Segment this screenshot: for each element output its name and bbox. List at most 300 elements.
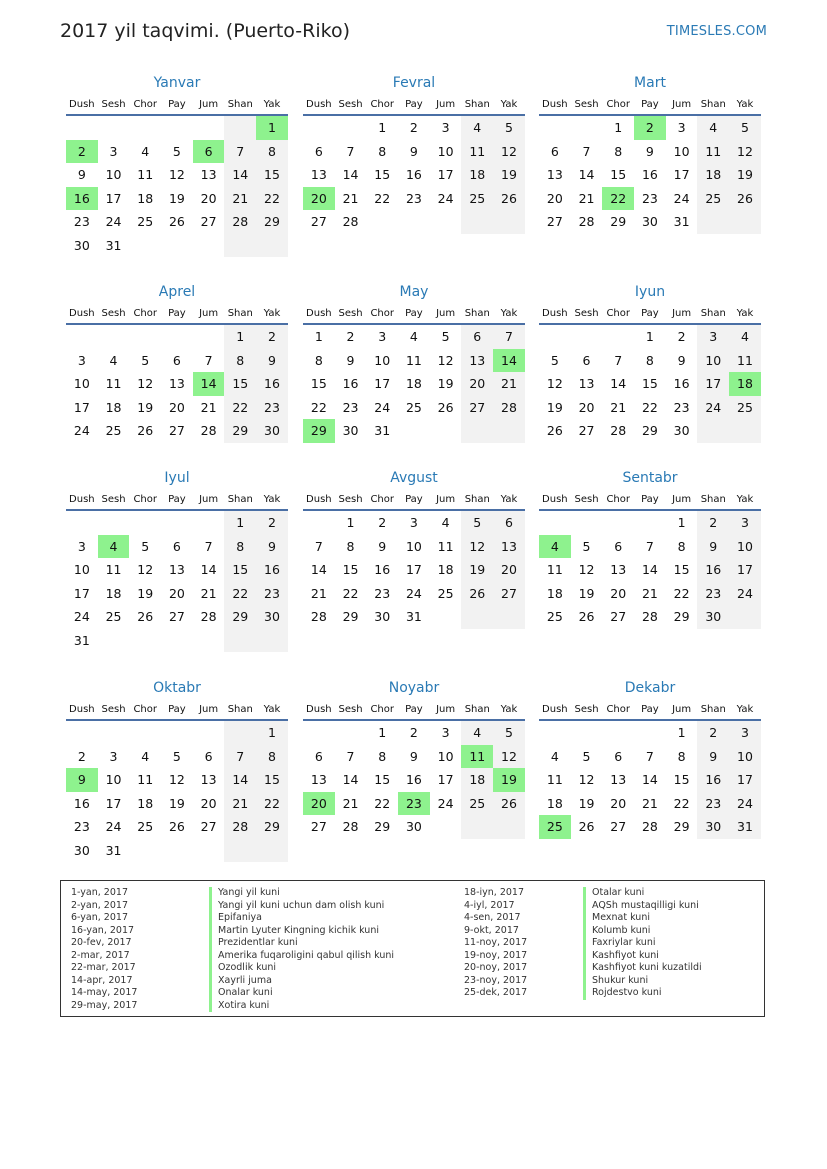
day-cell[interactable]: 19 <box>168 190 185 206</box>
day-cell[interactable]: 10 <box>405 538 422 554</box>
day-cell[interactable]: 25 <box>729 396 761 420</box>
day-cell[interactable]: 27 <box>200 214 217 229</box>
day-cell[interactable]: 3 <box>441 120 450 135</box>
day-cell[interactable]: 8 <box>378 143 387 159</box>
day-cell[interactable]: 19 <box>729 163 761 187</box>
day-cell[interactable]: 13 <box>546 167 563 182</box>
day-cell[interactable]: 24 <box>729 792 761 816</box>
day-cell[interactable]: 29 <box>673 819 690 834</box>
day-cell[interactable]: 21 <box>200 585 217 601</box>
day-cell[interactable]: 8 <box>677 748 686 764</box>
day-cell[interactable]: 17 <box>437 167 454 182</box>
day-cell[interactable]: 11 <box>546 562 563 577</box>
holiday-day-cell[interactable]: 14 <box>493 349 525 373</box>
day-cell[interactable]: 15 <box>342 562 359 577</box>
day-cell[interactable]: 30 <box>256 605 288 629</box>
day-cell[interactable]: 7 <box>645 538 654 554</box>
day-cell[interactable]: 12 <box>437 352 454 368</box>
day-cell[interactable]: 22 <box>342 585 359 601</box>
day-cell[interactable]: 3 <box>77 538 86 554</box>
day-cell[interactable]: 17 <box>73 399 90 415</box>
day-cell[interactable]: 9 <box>645 143 654 159</box>
day-cell[interactable]: 6 <box>461 325 493 349</box>
day-cell[interactable]: 25 <box>405 399 422 415</box>
day-cell[interactable]: 2 <box>256 325 288 349</box>
day-cell[interactable]: 4 <box>729 325 761 349</box>
day-cell[interactable]: 20 <box>610 795 627 811</box>
day-cell[interactable]: 29 <box>224 419 256 443</box>
day-cell[interactable]: 12 <box>546 376 563 391</box>
day-cell[interactable]: 27 <box>578 423 595 438</box>
day-cell[interactable]: 27 <box>168 423 185 438</box>
day-cell[interactable]: 16 <box>673 376 690 391</box>
day-cell[interactable]: 29 <box>256 210 288 234</box>
day-cell[interactable]: 30 <box>73 237 90 253</box>
day-cell[interactable]: 8 <box>314 352 323 368</box>
day-cell[interactable]: 23 <box>697 792 729 816</box>
day-cell[interactable]: 12 <box>461 535 493 559</box>
day-cell[interactable]: 27 <box>493 582 525 606</box>
day-cell[interactable]: 17 <box>729 768 761 792</box>
day-cell[interactable]: 27 <box>200 819 217 834</box>
day-cell[interactable]: 28 <box>578 214 595 229</box>
day-cell[interactable]: 6 <box>614 538 623 554</box>
day-cell[interactable]: 4 <box>141 143 150 159</box>
day-cell[interactable]: 18 <box>461 163 493 187</box>
day-cell[interactable]: 2 <box>677 329 686 344</box>
day-cell[interactable]: 18 <box>105 585 122 601</box>
day-cell[interactable]: 14 <box>342 167 359 182</box>
day-cell[interactable]: 20 <box>461 372 493 396</box>
day-cell[interactable]: 27 <box>461 396 493 420</box>
day-cell[interactable]: 19 <box>493 163 525 187</box>
day-cell[interactable]: 11 <box>437 538 454 554</box>
day-cell[interactable]: 13 <box>310 772 327 787</box>
day-cell[interactable]: 10 <box>437 143 454 159</box>
day-cell[interactable]: 1 <box>314 329 323 344</box>
day-cell[interactable]: 5 <box>141 352 150 368</box>
holiday-day-cell[interactable]: 19 <box>493 768 525 792</box>
day-cell[interactable]: 20 <box>168 585 185 601</box>
day-cell[interactable]: 1 <box>378 725 387 740</box>
day-cell[interactable]: 30 <box>342 423 359 438</box>
day-cell[interactable]: 13 <box>493 535 525 559</box>
day-cell[interactable]: 29 <box>256 815 288 839</box>
day-cell[interactable]: 6 <box>172 538 181 554</box>
day-cell[interactable]: 24 <box>405 585 422 601</box>
day-cell[interactable]: 13 <box>200 772 217 787</box>
day-cell[interactable]: 4 <box>441 515 450 530</box>
day-cell[interactable]: 12 <box>168 772 185 787</box>
day-cell[interactable]: 28 <box>224 815 256 839</box>
holiday-day-cell[interactable]: 11 <box>461 745 493 769</box>
day-cell[interactable]: 25 <box>461 792 493 816</box>
day-cell[interactable]: 1 <box>224 511 256 535</box>
day-cell[interactable]: 26 <box>578 609 595 624</box>
day-cell[interactable]: 7 <box>614 352 623 368</box>
day-cell[interactable]: 24 <box>105 214 122 229</box>
day-cell[interactable]: 26 <box>137 609 154 624</box>
day-cell[interactable]: 2 <box>697 721 729 745</box>
day-cell[interactable]: 10 <box>73 562 90 577</box>
day-cell[interactable]: 19 <box>437 376 454 391</box>
day-cell[interactable]: 19 <box>461 558 493 582</box>
day-cell[interactable]: 19 <box>137 399 154 415</box>
day-cell[interactable]: 14 <box>342 772 359 787</box>
holiday-day-cell[interactable]: 22 <box>602 187 634 211</box>
day-cell[interactable]: 3 <box>729 721 761 745</box>
day-cell[interactable]: 3 <box>77 352 86 368</box>
day-cell[interactable]: 8 <box>677 538 686 554</box>
day-cell[interactable]: 29 <box>641 423 658 438</box>
day-cell[interactable]: 7 <box>224 140 256 164</box>
day-cell[interactable]: 15 <box>374 772 391 787</box>
day-cell[interactable]: 29 <box>673 609 690 624</box>
day-cell[interactable]: 24 <box>437 795 454 811</box>
day-cell[interactable]: 13 <box>200 167 217 182</box>
day-cell[interactable]: 19 <box>137 585 154 601</box>
day-cell[interactable]: 12 <box>137 376 154 391</box>
day-cell[interactable]: 5 <box>582 748 591 764</box>
day-cell[interactable]: 4 <box>697 116 729 140</box>
day-cell[interactable]: 6 <box>582 352 591 368</box>
day-cell[interactable]: 8 <box>224 535 256 559</box>
day-cell[interactable]: 13 <box>168 562 185 577</box>
day-cell[interactable]: 30 <box>673 423 690 438</box>
day-cell[interactable]: 8 <box>256 745 288 769</box>
day-cell[interactable]: 8 <box>224 349 256 373</box>
day-cell[interactable]: 10 <box>697 349 729 373</box>
day-cell[interactable]: 20 <box>168 399 185 415</box>
holiday-day-cell[interactable]: 29 <box>303 419 335 443</box>
day-cell[interactable]: 10 <box>437 748 454 764</box>
day-cell[interactable]: 11 <box>546 772 563 787</box>
day-cell[interactable]: 9 <box>677 352 686 368</box>
day-cell[interactable]: 23 <box>673 399 690 415</box>
day-cell[interactable]: 12 <box>578 772 595 787</box>
day-cell[interactable]: 24 <box>697 396 729 420</box>
day-cell[interactable]: 30 <box>405 819 422 834</box>
day-cell[interactable]: 6 <box>314 748 323 764</box>
day-cell[interactable]: 15 <box>673 562 690 577</box>
day-cell[interactable]: 1 <box>256 721 288 745</box>
day-cell[interactable]: 1 <box>677 725 686 740</box>
day-cell[interactable]: 9 <box>256 535 288 559</box>
day-cell[interactable]: 14 <box>610 376 627 391</box>
day-cell[interactable]: 24 <box>105 819 122 834</box>
day-cell[interactable]: 5 <box>493 721 525 745</box>
day-cell[interactable]: 30 <box>697 605 729 629</box>
day-cell[interactable]: 13 <box>610 772 627 787</box>
day-cell[interactable]: 17 <box>73 585 90 601</box>
day-cell[interactable]: 10 <box>729 535 761 559</box>
day-cell[interactable]: 28 <box>224 210 256 234</box>
day-cell[interactable]: 29 <box>342 609 359 624</box>
day-cell[interactable]: 24 <box>673 190 690 206</box>
day-cell[interactable]: 12 <box>493 140 525 164</box>
day-cell[interactable]: 10 <box>73 376 90 391</box>
day-cell[interactable]: 5 <box>582 538 591 554</box>
day-cell[interactable]: 2 <box>697 511 729 535</box>
day-cell[interactable]: 21 <box>610 399 627 415</box>
day-cell[interactable]: 7 <box>582 143 591 159</box>
day-cell[interactable]: 25 <box>461 187 493 211</box>
holiday-day-cell[interactable]: 4 <box>539 535 571 559</box>
day-cell[interactable]: 20 <box>546 190 563 206</box>
day-cell[interactable]: 6 <box>493 511 525 535</box>
day-cell[interactable]: 7 <box>346 143 355 159</box>
day-cell[interactable]: 9 <box>378 538 387 554</box>
day-cell[interactable]: 10 <box>105 167 122 182</box>
day-cell[interactable]: 30 <box>374 609 391 624</box>
day-cell[interactable]: 19 <box>578 795 595 811</box>
day-cell[interactable]: 22 <box>224 582 256 606</box>
day-cell[interactable]: 14 <box>310 562 327 577</box>
day-cell[interactable]: 11 <box>105 562 122 577</box>
day-cell[interactable]: 17 <box>437 772 454 787</box>
day-cell[interactable]: 18 <box>137 190 154 206</box>
day-cell[interactable]: 19 <box>168 795 185 811</box>
day-cell[interactable]: 20 <box>200 795 217 811</box>
day-cell[interactable]: 2 <box>256 511 288 535</box>
day-cell[interactable]: 11 <box>729 349 761 373</box>
holiday-day-cell[interactable]: 4 <box>98 535 130 559</box>
day-cell[interactable]: 10 <box>673 143 690 159</box>
holiday-day-cell[interactable]: 16 <box>66 187 98 211</box>
day-cell[interactable]: 23 <box>405 190 422 206</box>
day-cell[interactable]: 22 <box>256 792 288 816</box>
day-cell[interactable]: 8 <box>614 143 623 159</box>
day-cell[interactable]: 5 <box>461 511 493 535</box>
day-cell[interactable]: 28 <box>493 396 525 420</box>
day-cell[interactable]: 2 <box>409 120 418 135</box>
day-cell[interactable]: 4 <box>461 721 493 745</box>
day-cell[interactable]: 23 <box>342 399 359 415</box>
holiday-day-cell[interactable]: 6 <box>193 140 225 164</box>
day-cell[interactable]: 19 <box>546 399 563 415</box>
day-cell[interactable]: 3 <box>677 120 686 135</box>
day-cell[interactable]: 7 <box>204 352 213 368</box>
day-cell[interactable]: 31 <box>405 609 422 624</box>
day-cell[interactable]: 16 <box>256 372 288 396</box>
day-cell[interactable]: 26 <box>461 582 493 606</box>
day-cell[interactable]: 9 <box>697 535 729 559</box>
day-cell[interactable]: 3 <box>378 329 387 344</box>
day-cell[interactable]: 21 <box>224 792 256 816</box>
day-cell[interactable]: 8 <box>256 140 288 164</box>
day-cell[interactable]: 28 <box>342 214 359 229</box>
day-cell[interactable]: 30 <box>641 214 658 229</box>
day-cell[interactable]: 9 <box>697 745 729 769</box>
day-cell[interactable]: 23 <box>256 582 288 606</box>
day-cell[interactable]: 25 <box>137 819 154 834</box>
day-cell[interactable]: 28 <box>200 423 217 438</box>
day-cell[interactable]: 30 <box>73 842 90 858</box>
day-cell[interactable]: 30 <box>256 419 288 443</box>
day-cell[interactable]: 7 <box>645 748 654 764</box>
day-cell[interactable]: 2 <box>409 725 418 740</box>
day-cell[interactable]: 14 <box>641 772 658 787</box>
day-cell[interactable]: 29 <box>610 214 627 229</box>
day-cell[interactable]: 11 <box>137 772 154 787</box>
day-cell[interactable]: 26 <box>168 214 185 229</box>
day-cell[interactable]: 28 <box>342 819 359 834</box>
day-cell[interactable]: 13 <box>168 376 185 391</box>
day-cell[interactable]: 9 <box>409 143 418 159</box>
day-cell[interactable]: 19 <box>578 585 595 601</box>
holiday-day-cell[interactable]: 23 <box>398 792 430 816</box>
holiday-day-cell[interactable]: 18 <box>729 372 761 396</box>
holiday-day-cell[interactable]: 20 <box>303 792 335 816</box>
day-cell[interactable]: 12 <box>137 562 154 577</box>
day-cell[interactable]: 11 <box>697 140 729 164</box>
day-cell[interactable]: 26 <box>493 187 525 211</box>
day-cell[interactable]: 5 <box>493 116 525 140</box>
day-cell[interactable]: 5 <box>441 329 450 344</box>
day-cell[interactable]: 9 <box>77 167 86 182</box>
day-cell[interactable]: 25 <box>437 585 454 601</box>
day-cell[interactable]: 16 <box>73 795 90 811</box>
day-cell[interactable]: 14 <box>578 167 595 182</box>
day-cell[interactable]: 5 <box>141 538 150 554</box>
day-cell[interactable]: 11 <box>461 140 493 164</box>
day-cell[interactable]: 16 <box>641 167 658 182</box>
day-cell[interactable]: 10 <box>729 745 761 769</box>
day-cell[interactable]: 21 <box>641 585 658 601</box>
day-cell[interactable]: 2 <box>77 748 86 764</box>
day-cell[interactable]: 5 <box>729 116 761 140</box>
day-cell[interactable]: 6 <box>614 748 623 764</box>
day-cell[interactable]: 2 <box>346 329 355 344</box>
day-cell[interactable]: 21 <box>578 190 595 206</box>
day-cell[interactable]: 24 <box>73 609 90 624</box>
day-cell[interactable]: 27 <box>168 609 185 624</box>
day-cell[interactable]: 14 <box>224 768 256 792</box>
day-cell[interactable]: 17 <box>673 167 690 182</box>
day-cell[interactable]: 22 <box>310 399 327 415</box>
day-cell[interactable]: 15 <box>310 376 327 391</box>
day-cell[interactable]: 14 <box>200 562 217 577</box>
day-cell[interactable]: 3 <box>409 515 418 530</box>
day-cell[interactable]: 18 <box>461 768 493 792</box>
holiday-day-cell[interactable]: 1 <box>256 116 288 140</box>
day-cell[interactable]: 7 <box>204 538 213 554</box>
day-cell[interactable]: 29 <box>224 605 256 629</box>
day-cell[interactable]: 18 <box>137 795 154 811</box>
day-cell[interactable]: 17 <box>105 190 122 206</box>
day-cell[interactable]: 1 <box>614 120 623 135</box>
day-cell[interactable]: 4 <box>409 329 418 344</box>
day-cell[interactable]: 7 <box>493 325 525 349</box>
day-cell[interactable]: 16 <box>256 558 288 582</box>
day-cell[interactable]: 21 <box>641 795 658 811</box>
holiday-day-cell[interactable]: 2 <box>634 116 666 140</box>
holiday-day-cell[interactable]: 9 <box>66 768 98 792</box>
day-cell[interactable]: 9 <box>256 349 288 373</box>
day-cell[interactable]: 25 <box>137 214 154 229</box>
day-cell[interactable]: 13 <box>578 376 595 391</box>
day-cell[interactable]: 12 <box>493 745 525 769</box>
day-cell[interactable]: 26 <box>546 423 563 438</box>
day-cell[interactable]: 6 <box>204 748 213 764</box>
day-cell[interactable]: 23 <box>641 190 658 206</box>
day-cell[interactable]: 14 <box>224 163 256 187</box>
day-cell[interactable]: 15 <box>641 376 658 391</box>
day-cell[interactable]: 15 <box>374 167 391 182</box>
day-cell[interactable]: 3 <box>109 748 118 764</box>
day-cell[interactable]: 31 <box>73 632 90 648</box>
day-cell[interactable]: 1 <box>346 515 355 530</box>
holiday-day-cell[interactable]: 20 <box>303 187 335 211</box>
day-cell[interactable]: 25 <box>546 609 563 624</box>
day-cell[interactable]: 26 <box>729 187 761 211</box>
day-cell[interactable]: 22 <box>641 399 658 415</box>
day-cell[interactable]: 2 <box>378 515 387 530</box>
day-cell[interactable]: 5 <box>550 352 559 368</box>
day-cell[interactable]: 31 <box>105 237 122 253</box>
day-cell[interactable]: 10 <box>105 772 122 787</box>
day-cell[interactable]: 6 <box>172 352 181 368</box>
day-cell[interactable]: 27 <box>310 819 327 834</box>
day-cell[interactable]: 21 <box>493 372 525 396</box>
day-cell[interactable]: 7 <box>314 538 323 554</box>
day-cell[interactable]: 17 <box>729 558 761 582</box>
day-cell[interactable]: 26 <box>578 819 595 834</box>
day-cell[interactable]: 18 <box>405 376 422 391</box>
day-cell[interactable]: 16 <box>342 376 359 391</box>
day-cell[interactable]: 3 <box>697 325 729 349</box>
day-cell[interactable]: 28 <box>610 423 627 438</box>
day-cell[interactable]: 28 <box>641 609 658 624</box>
day-cell[interactable]: 11 <box>405 352 422 368</box>
day-cell[interactable]: 25 <box>105 423 122 438</box>
day-cell[interactable]: 18 <box>437 562 454 577</box>
day-cell[interactable]: 6 <box>550 143 559 159</box>
day-cell[interactable]: 24 <box>437 190 454 206</box>
day-cell[interactable]: 4 <box>550 748 559 764</box>
holiday-day-cell[interactable]: 2 <box>66 140 98 164</box>
day-cell[interactable]: 13 <box>310 167 327 182</box>
day-cell[interactable]: 13 <box>461 349 493 373</box>
day-cell[interactable]: 8 <box>346 538 355 554</box>
day-cell[interactable]: 26 <box>437 399 454 415</box>
day-cell[interactable]: 17 <box>405 562 422 577</box>
day-cell[interactable]: 18 <box>105 399 122 415</box>
day-cell[interactable]: 3 <box>729 511 761 535</box>
day-cell[interactable]: 10 <box>374 352 391 368</box>
day-cell[interactable]: 12 <box>168 167 185 182</box>
day-cell[interactable]: 21 <box>310 585 327 601</box>
day-cell[interactable]: 21 <box>342 795 359 811</box>
day-cell[interactable]: 23 <box>374 585 391 601</box>
day-cell[interactable]: 24 <box>729 582 761 606</box>
day-cell[interactable]: 16 <box>697 558 729 582</box>
day-cell[interactable]: 22 <box>673 585 690 601</box>
day-cell[interactable]: 18 <box>697 163 729 187</box>
day-cell[interactable]: 17 <box>374 376 391 391</box>
day-cell[interactable]: 20 <box>578 399 595 415</box>
day-cell[interactable]: 6 <box>314 143 323 159</box>
day-cell[interactable]: 29 <box>374 819 391 834</box>
day-cell[interactable]: 23 <box>256 396 288 420</box>
day-cell[interactable]: 26 <box>168 819 185 834</box>
day-cell[interactable]: 21 <box>342 190 359 206</box>
day-cell[interactable]: 17 <box>697 372 729 396</box>
day-cell[interactable]: 24 <box>73 423 90 438</box>
day-cell[interactable]: 1 <box>224 325 256 349</box>
day-cell[interactable]: 1 <box>645 329 654 344</box>
day-cell[interactable]: 4 <box>141 748 150 764</box>
